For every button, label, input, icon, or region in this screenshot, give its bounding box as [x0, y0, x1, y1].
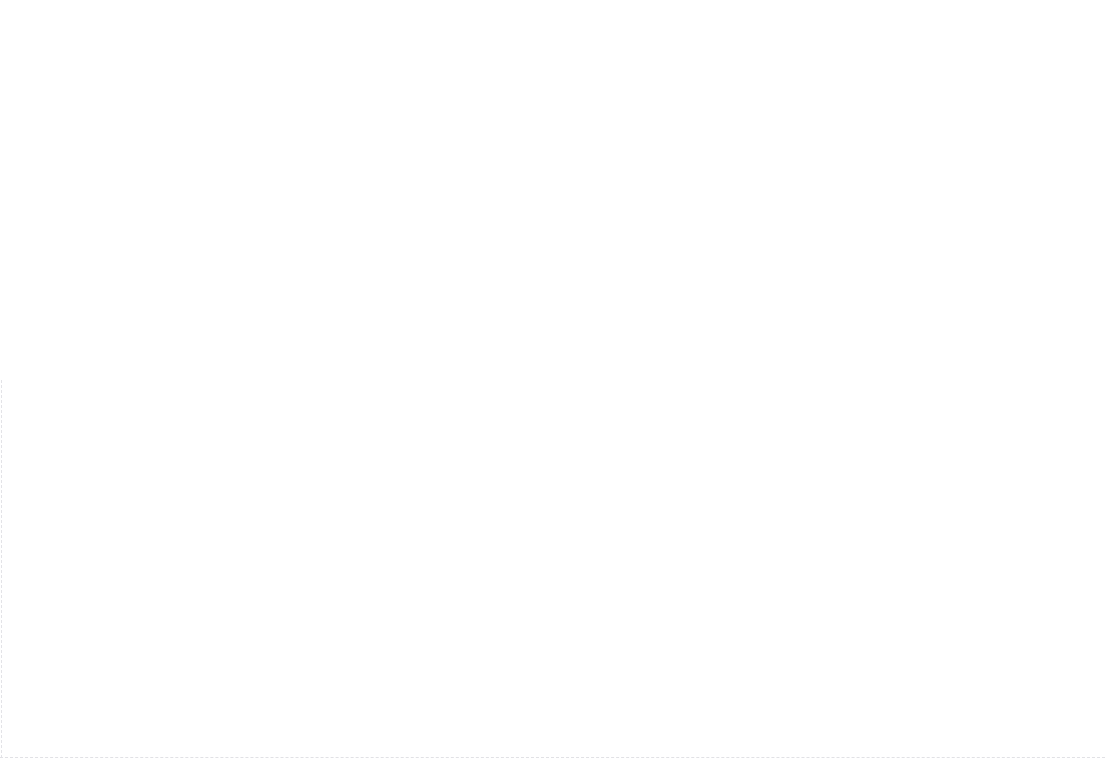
page-left-blank [0, 0, 552, 765]
page-right [552, 0, 1105, 765]
page-edge-artifact-bottom [0, 757, 1105, 758]
page-edge-artifact-left [1, 380, 2, 758]
